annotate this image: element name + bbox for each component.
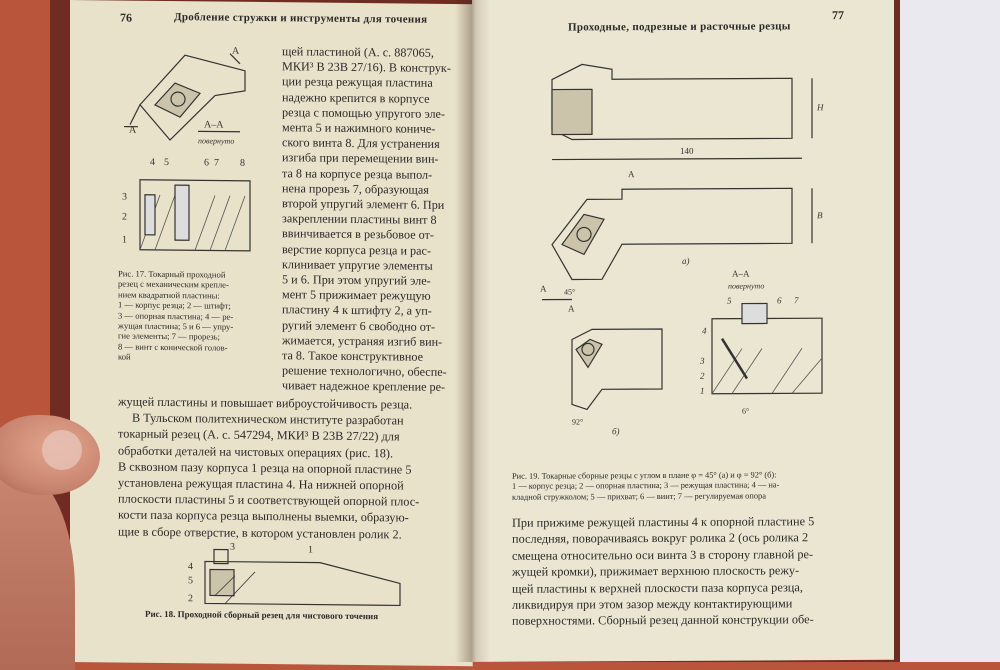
fig19-section-label: А–А bbox=[732, 269, 750, 279]
fig17-num-6: 6 bbox=[204, 157, 209, 168]
fig17-arrow-label: А bbox=[129, 125, 137, 136]
fig17-num-2: 2 bbox=[122, 212, 127, 223]
fig19-rotated-label: повернуто bbox=[728, 281, 764, 290]
text-line: чивает надежное крепление ре- bbox=[282, 379, 466, 396]
text-line: мента 5 и нажимного кониче- bbox=[282, 120, 466, 137]
fig19-caption-line: кладной стружколом; 5 — прихват; 6 — винт; 7 — регулируемая опора bbox=[512, 491, 892, 503]
fig19-num-6: 6 bbox=[777, 295, 782, 305]
right-body-text bbox=[512, 513, 887, 630]
fig19-angle3: 6° bbox=[742, 407, 749, 416]
fig17-num-4: 4 bbox=[150, 157, 155, 168]
text-line: В Тульском политехническом институте разработан bbox=[118, 410, 462, 430]
fig17-caption-line: Рис. 17. Токарный проходной bbox=[118, 269, 283, 281]
text-line: та 8 на корпусе резца выпол- bbox=[282, 166, 466, 183]
text-line: изгиба при перемещении вин- bbox=[282, 151, 466, 168]
book-gutter bbox=[455, 0, 490, 662]
left-page-number: 76 bbox=[120, 11, 132, 26]
text-line: нена прорезь 7, образующая bbox=[282, 181, 466, 198]
text-line: жущей кромки), прижимает верхнюю плоскость режу- bbox=[512, 562, 887, 580]
text-line: кости паза корпуса резца выполнены выемки, образую- bbox=[118, 507, 462, 527]
fig17-num-7: 7 bbox=[214, 158, 219, 169]
text-line: обработки деталей на чистовых операциях (рис. 18). bbox=[118, 442, 462, 462]
fig18-num-5: 5 bbox=[188, 575, 193, 586]
fig17-caption-line: резец с механическим крепле- bbox=[118, 279, 283, 291]
text-line: закреплении пластины винт 8 bbox=[282, 211, 466, 228]
fig17-caption-line: жущая пластина; 5 и 6 — упру- bbox=[118, 321, 283, 333]
fig17-arrow-label-top: А bbox=[232, 46, 240, 57]
text-line: ского винта 8. Для устранения bbox=[282, 135, 466, 152]
text-line: клинивает упругие элементы bbox=[282, 257, 466, 274]
fig19-A-top: А bbox=[628, 169, 635, 179]
fig19-num-1: 1 bbox=[700, 386, 705, 396]
fig19-angle2: 92° bbox=[572, 417, 583, 426]
fig17-caption-line: нием квадратной пластины: bbox=[118, 289, 283, 301]
right-running-head: Проходные, подрезные и расточные резцы bbox=[568, 20, 791, 33]
fig19-B: B bbox=[817, 210, 823, 220]
desk-surface bbox=[900, 0, 1000, 662]
fig18-drawing bbox=[170, 541, 440, 614]
fig17-caption-line: гие элементы; 7 — прорезь; bbox=[118, 331, 283, 343]
text-line: ввинчивается в резьбовое от- bbox=[282, 227, 466, 244]
text-line: резца с помощью упругого эле- bbox=[282, 105, 466, 122]
text-line: щие в сборе отверстие, в котором установлен ролик 2. bbox=[118, 523, 462, 543]
left-column-text bbox=[282, 44, 466, 396]
fig19-num-4: 4 bbox=[702, 326, 707, 336]
fig19-angle: 45° bbox=[564, 287, 575, 296]
fig17-caption-line: 3 — опорная пластина; 4 — ре- bbox=[118, 310, 283, 322]
fig17-caption-line: кой bbox=[118, 352, 283, 364]
text-line: ции резца режущая пластина bbox=[282, 75, 466, 92]
text-line: щей пластиной (А. с. 887065, bbox=[282, 44, 466, 61]
fig17-section-label: А–А bbox=[204, 119, 224, 130]
text-line: При прижиме режущей пластины 4 к опорной пластине 5 bbox=[512, 513, 887, 531]
text-line: верстие корпуса резца и рас- bbox=[282, 242, 466, 259]
text-line: МКИ³ В 23В 27/16). В конструк- bbox=[282, 59, 466, 76]
text-line: ликвидируя при этом зазор между контактирующими bbox=[512, 595, 887, 613]
right-page-number: 77 bbox=[832, 8, 844, 23]
fig17-caption-line: 1 — корпус резца; 2 — штифт; bbox=[118, 300, 283, 312]
text-line: пластину 4 к штифту 2, а уп- bbox=[282, 303, 466, 320]
fig19-label-a: а) bbox=[682, 256, 689, 266]
left-running-head: Дробление стружки и инструменты для точения bbox=[174, 11, 427, 26]
right-page bbox=[472, 0, 894, 662]
left-full-text bbox=[118, 394, 462, 543]
text-line: жимается, устраняя изгиб вин- bbox=[282, 333, 466, 350]
fig18-caption: Рис. 18. Проходной сборный резец для чистового точения bbox=[145, 609, 465, 623]
fig17-num-8: 8 bbox=[240, 158, 245, 169]
fig19-A-b: А bbox=[568, 303, 575, 313]
text-line: жущей пластины и повышает виброустойчивость резца. bbox=[118, 394, 462, 414]
fig18-num-2: 2 bbox=[188, 593, 193, 604]
fig17-num-1: 1 bbox=[122, 235, 127, 246]
text-line: ругий элемент 6 свободно от- bbox=[282, 318, 466, 335]
fig19-caption bbox=[512, 470, 892, 503]
fig19-A-bottom: А bbox=[540, 284, 547, 294]
text-line: поверхностями. Сборный резец данной конструкции обе- bbox=[512, 611, 887, 629]
fig19-caption-line: Рис. 19. Токарные сборные резцы с углом в плане φ = 45° (а) и φ = 92° (б): bbox=[512, 470, 892, 482]
fig19-drawing bbox=[532, 48, 832, 460]
text-line: последняя, поворачиваясь вокруг ролика 2 (ось ролика 2 bbox=[512, 529, 887, 547]
fig18-num-1: 1 bbox=[308, 544, 313, 555]
fig17-drawing bbox=[120, 35, 280, 267]
fig17-num-5: 5 bbox=[164, 157, 169, 168]
text-line: второй упругий элемент 6. При bbox=[282, 196, 466, 213]
fig17-caption bbox=[118, 269, 283, 364]
text-line: надежно крепится в корпусе bbox=[282, 90, 466, 107]
text-line: плоскости пластины 5 и соответствующей опорной плос- bbox=[118, 491, 462, 511]
text-line: В сквозном пазу корпуса 1 резца на опорной пластине 5 bbox=[118, 458, 462, 478]
text-line: смещена относительно оси винта 3 в сторону главной ре- bbox=[512, 546, 887, 564]
text-line: щей пластины к верхней плоскости паза корпуса резца, bbox=[512, 578, 887, 596]
text-line: токарный резец (А. с. 547294, МКИ³ В 23В 27/22) для bbox=[118, 426, 462, 446]
fig19-label-b: б) bbox=[612, 426, 620, 436]
fig19-num-2: 2 bbox=[700, 371, 705, 381]
fig19-dim: 140 bbox=[680, 146, 694, 156]
fig17-caption-line: 8 — винт с конической голов- bbox=[118, 341, 283, 353]
fig18-num-3: 3 bbox=[230, 542, 235, 553]
text-line: мент 5 прижимает режущую bbox=[282, 287, 466, 304]
text-line: решение технологично, обеспе- bbox=[282, 363, 466, 380]
text-line: та 8. Такое конструктивное bbox=[282, 348, 466, 365]
fig18-num-4: 4 bbox=[188, 561, 193, 572]
fig19-H: H bbox=[816, 102, 824, 112]
text-line: 5 и 6. При этом упругий эле- bbox=[282, 272, 466, 289]
fig19-num-3: 3 bbox=[699, 356, 705, 366]
thumbnail bbox=[42, 430, 82, 470]
fig17-num-3: 3 bbox=[122, 192, 127, 203]
fig19-caption-line: 1 — корпус резца; 2 — опорная пластина; 3 — режущая пластина; 4 — на- bbox=[512, 480, 892, 492]
text-line: установлена режущая пластина 4. На нижней опорной bbox=[118, 475, 462, 495]
left-page bbox=[70, 0, 473, 666]
fig17-rotated-label: повернуто bbox=[198, 136, 234, 145]
fig19-num-7: 7 bbox=[794, 295, 799, 305]
fig19-num-5: 5 bbox=[727, 296, 732, 306]
